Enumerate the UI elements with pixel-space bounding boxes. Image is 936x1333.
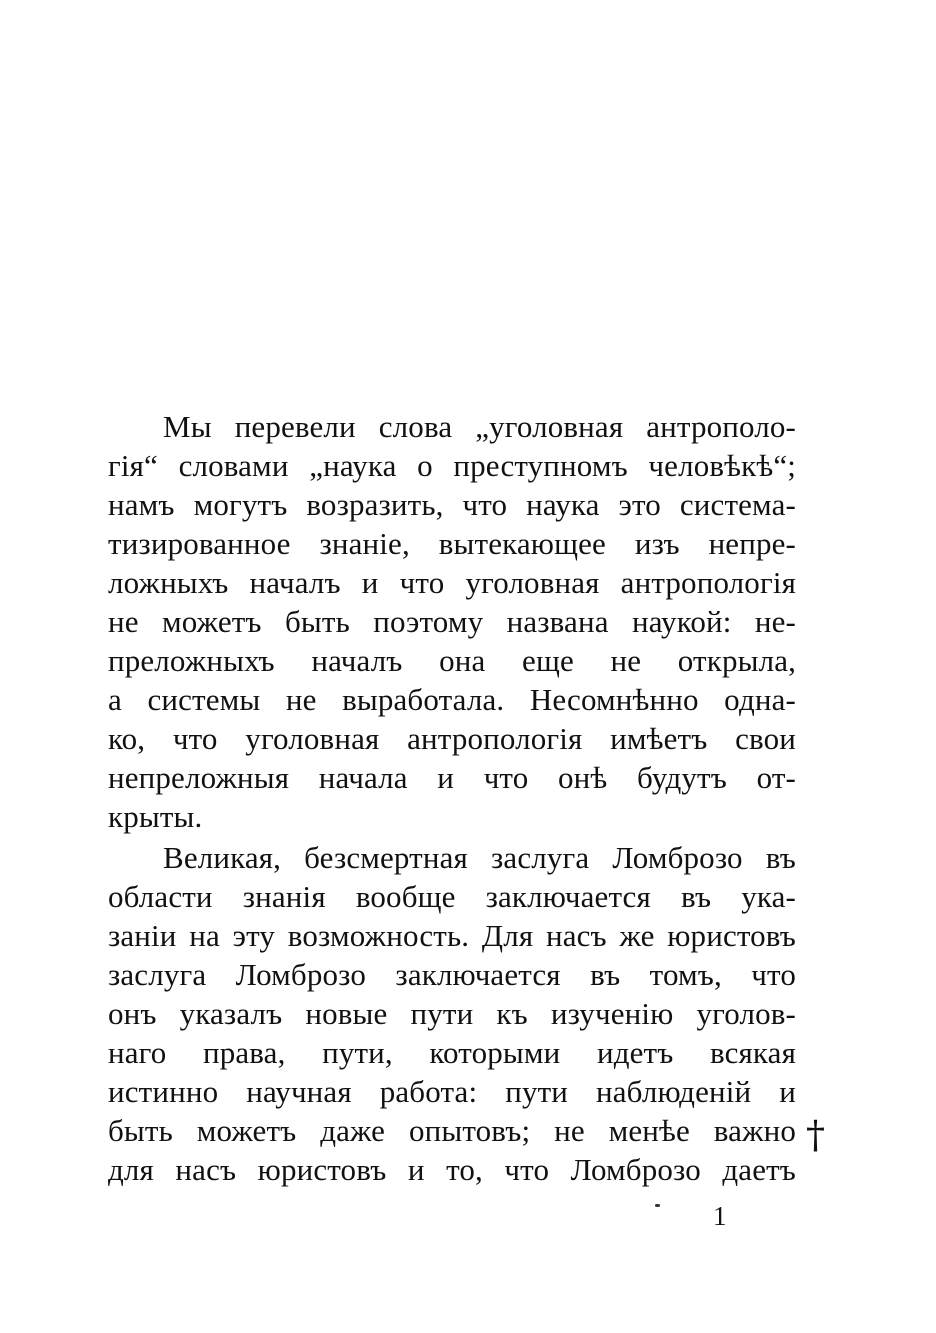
text-line: истинно научная работа: пути наблюденій и — [108, 1074, 796, 1109]
text-line: наго права, пути, которыми идетъ всякая — [108, 1035, 796, 1070]
text-line: гія“ словами „наука о преступномъ человѣкѣ“; — [108, 448, 796, 483]
text-line: Мы перевели слова „уголовная антрополо- — [163, 409, 796, 444]
text-line: крыты. — [108, 799, 203, 834]
text-line: области знанія вообще заключается въ ука- — [108, 879, 796, 914]
ink-speck — [655, 1204, 660, 1207]
text-line: ложныхъ началъ и что уголовная антропологія — [108, 565, 796, 600]
text-line: онъ указалъ новые пути къ изученію уголов- — [108, 996, 796, 1031]
text-line: для насъ юристовъ и то, что Ломброзо даетъ — [108, 1152, 796, 1187]
text-line: быть можетъ даже опытовъ; не менѣе важно — [108, 1113, 796, 1148]
text-line: намъ могутъ возразить, что наука это система- — [108, 487, 796, 522]
text-line: преложныхъ началъ она еще не открыла, — [108, 643, 796, 678]
text-line: заслуга Ломброзо заключается въ томъ, что — [108, 957, 796, 992]
text-line: тизированное знаніе, вытекающее изъ непре- — [108, 526, 796, 561]
text-line: ко, что уголовная антропологія имѣетъ свои — [108, 721, 796, 756]
text-line: а системы не выработала. Несомнѣнно одна- — [108, 682, 796, 717]
text-line: Великая, безсмертная заслуга Ломброзо въ — [163, 840, 796, 875]
text-line: не можетъ быть поэтому названа наукой: не- — [108, 604, 796, 639]
margin-dagger-mark: † — [806, 1113, 825, 1157]
text-line: заніи на эту возможность. Для насъ же юристовъ — [108, 918, 796, 953]
text-line: непреложныя начала и что онѣ будутъ от- — [108, 760, 796, 795]
page-number: 1 — [713, 1201, 727, 1231]
body-text — [108, 407, 796, 1189]
